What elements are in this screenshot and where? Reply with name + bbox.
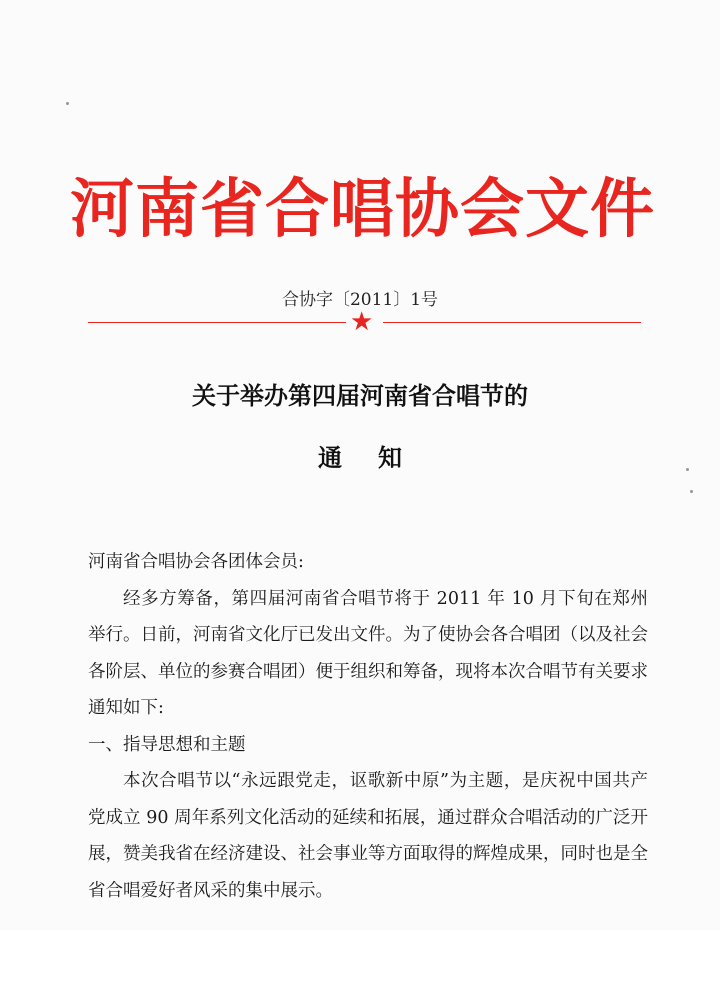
scan-speck (690, 490, 693, 493)
document-header-title: 河南省合唱协会文件 (70, 172, 655, 247)
header-rule-left (88, 322, 346, 323)
document-number: 合协字〔2011〕1号 (281, 290, 439, 310)
scan-speck (66, 102, 69, 105)
header-rule-right (383, 322, 641, 323)
salutation: 河南省合唱协会各团体会员: (88, 552, 304, 572)
notice-title-line1: 关于举办第四届河南省合唱节的 (192, 381, 528, 410)
paragraph-theme: 本次合唱节以“永远跟党走，讴歌新中原”为主题，是庆祝中国共产党成立 90 周年系列文化活动的延续和拓展，通过群众合唱活动的广泛开展，赞美我省在经济建设、社会事业等方面取得的辉煌成果，同时也是全省合唱爱好者风采的集中展示。 (88, 771, 648, 901)
document-body (88, 544, 648, 909)
notice-title-line2: 通知 (318, 443, 438, 472)
star-icon: ★ (350, 307, 374, 337)
paragraph-intro: 经多方筹备，第四届河南省合唱节将于 2011 年 10 月下旬在郑州举行。日前，河南省文化厅已发出文件。为了使协会各合唱团（以及社会各阶层、单位的参赛合唱团）便于组织和筹备，现将本次合唱节有关要求通知如下: (88, 588, 648, 718)
section-heading: 一、指导思想和主题 (88, 734, 246, 755)
